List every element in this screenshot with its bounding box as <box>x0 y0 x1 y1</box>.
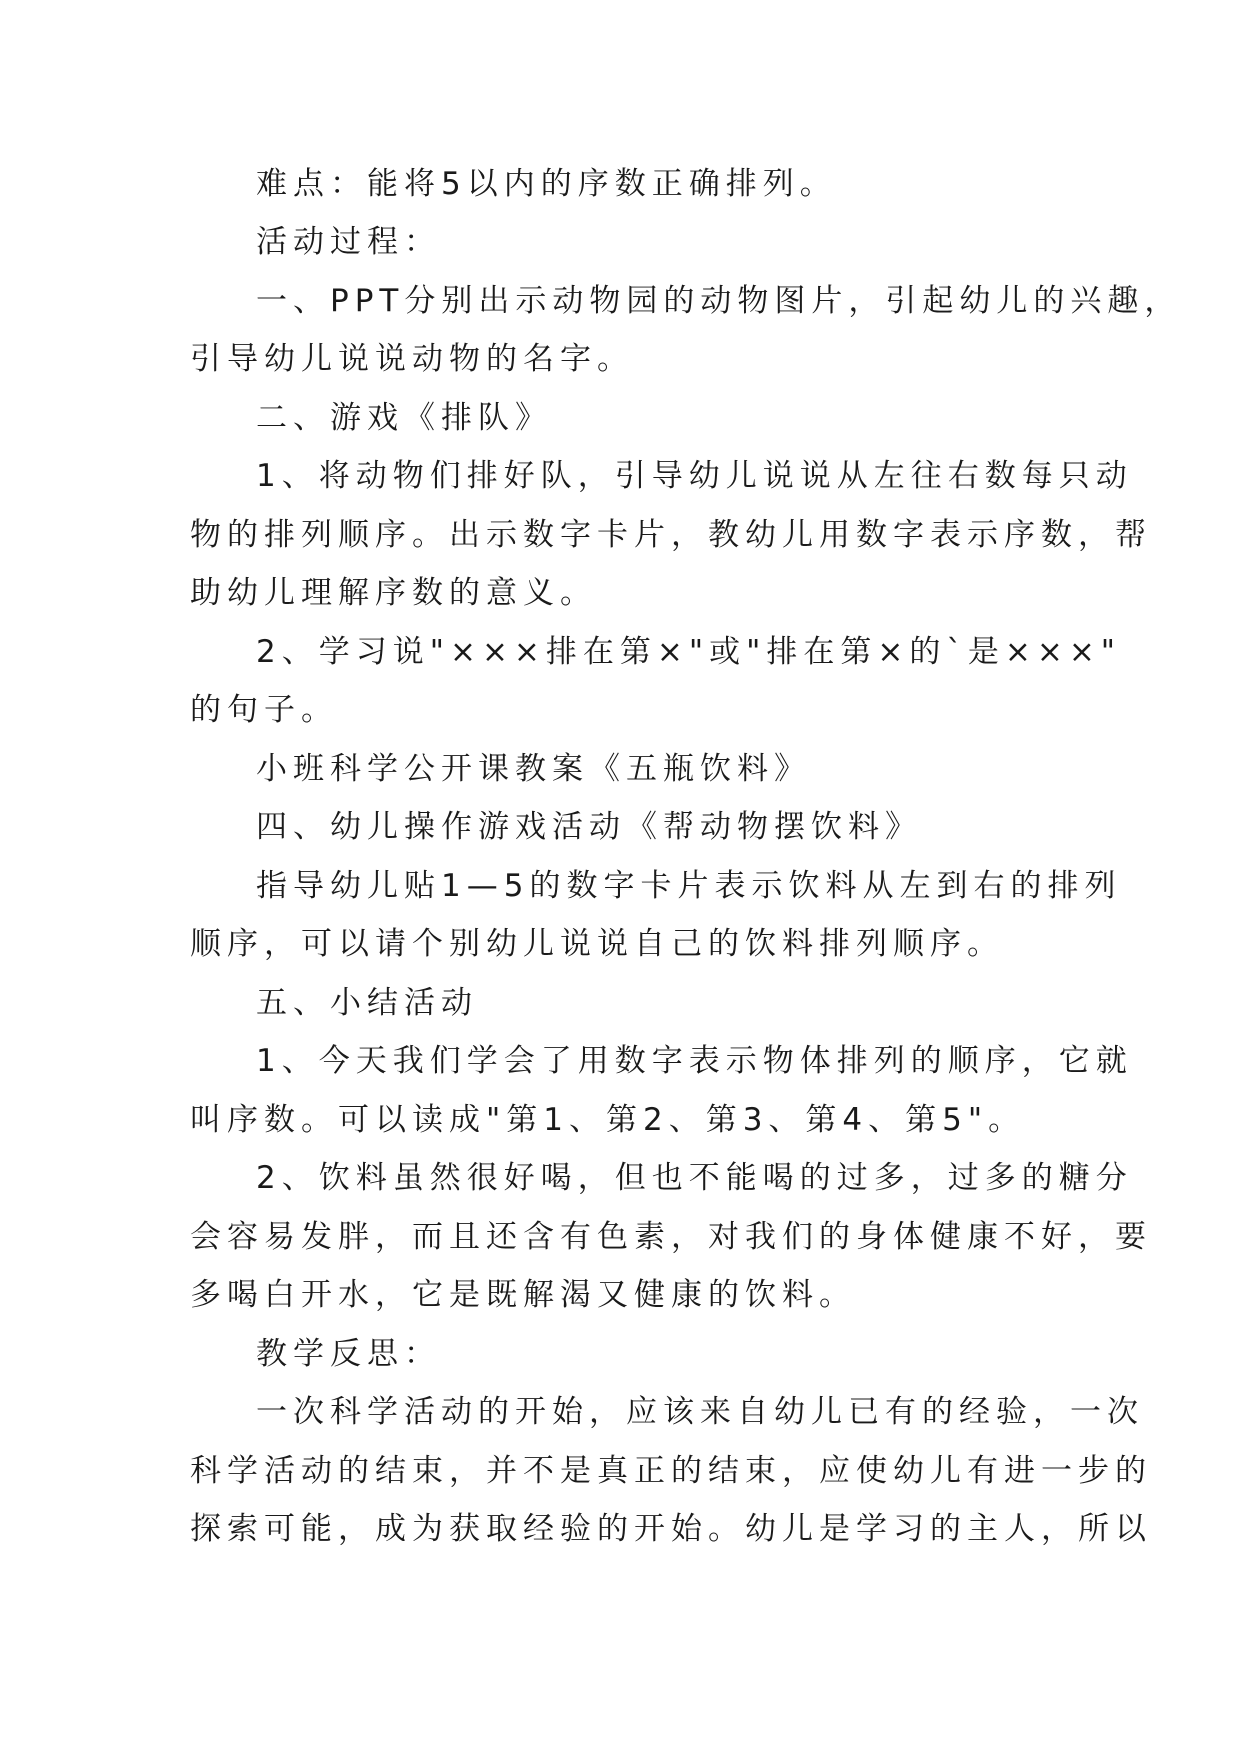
text-line: 叫序数。可以读成"第1、第2、第3、第4、第5"。 <box>190 1102 1026 1138</box>
text-line: 多喝白开水，它是既解渴又健康的饮料。 <box>190 1277 856 1313</box>
text-line: 顺序，可以请个别幼儿说说自己的饮料排列顺序。 <box>190 926 1004 962</box>
text-line: 活动过程： <box>256 224 441 260</box>
text-line: 小班科学公开课教案《五瓶饮料》 <box>256 751 811 787</box>
text-line: 1、今天我们学会了用数字表示物体排列的顺序，它就 <box>256 1043 1133 1079</box>
text-line: 1、将动物们排好队，引导幼儿说说从左往右数每只动 <box>256 458 1133 494</box>
text-line: 的句子。 <box>190 692 338 728</box>
text-line: 2、饮料虽然很好喝，但也不能喝的过多，过多的糖分 <box>256 1160 1133 1196</box>
text-line: 2、学习说"×××排在第×"或"排在第×的`是×××" <box>256 634 1122 670</box>
text-line: 指导幼儿贴1—5的数字卡片表示饮料从左到右的排列 <box>256 868 1122 904</box>
text-line: 助幼儿理解序数的意义。 <box>190 575 597 611</box>
text-line: 一、PPT分别出示动物园的动物图片，引起幼儿的兴趣， <box>256 283 1182 319</box>
text-line: 四、幼儿操作游戏活动《帮动物摆饮料》 <box>256 809 922 845</box>
text-line: 难点：能将5以内的序数正确排列。 <box>256 166 837 202</box>
text-line: 二、游戏《排队》 <box>256 400 552 436</box>
text-line: 物的排列顺序。出示数字卡片，教幼儿用数字表示序数，帮 <box>190 517 1152 553</box>
text-line: 科学活动的结束，并不是真正的结束，应使幼儿有进一步的 <box>190 1453 1152 1489</box>
text-line: 教学反思： <box>256 1336 441 1372</box>
text-line: 一次科学活动的开始，应该来自幼儿已有的经验，一次 <box>256 1394 1144 1430</box>
text-line: 五、小结活动 <box>256 985 478 1021</box>
text-line: 会容易发胖，而且还含有色素，对我们的身体健康不好，要 <box>190 1219 1152 1255</box>
text-line: 引导幼儿说说动物的名字。 <box>190 341 634 377</box>
text-line: 探索可能，成为获取经验的开始。幼儿是学习的主人，所以 <box>190 1511 1152 1547</box>
